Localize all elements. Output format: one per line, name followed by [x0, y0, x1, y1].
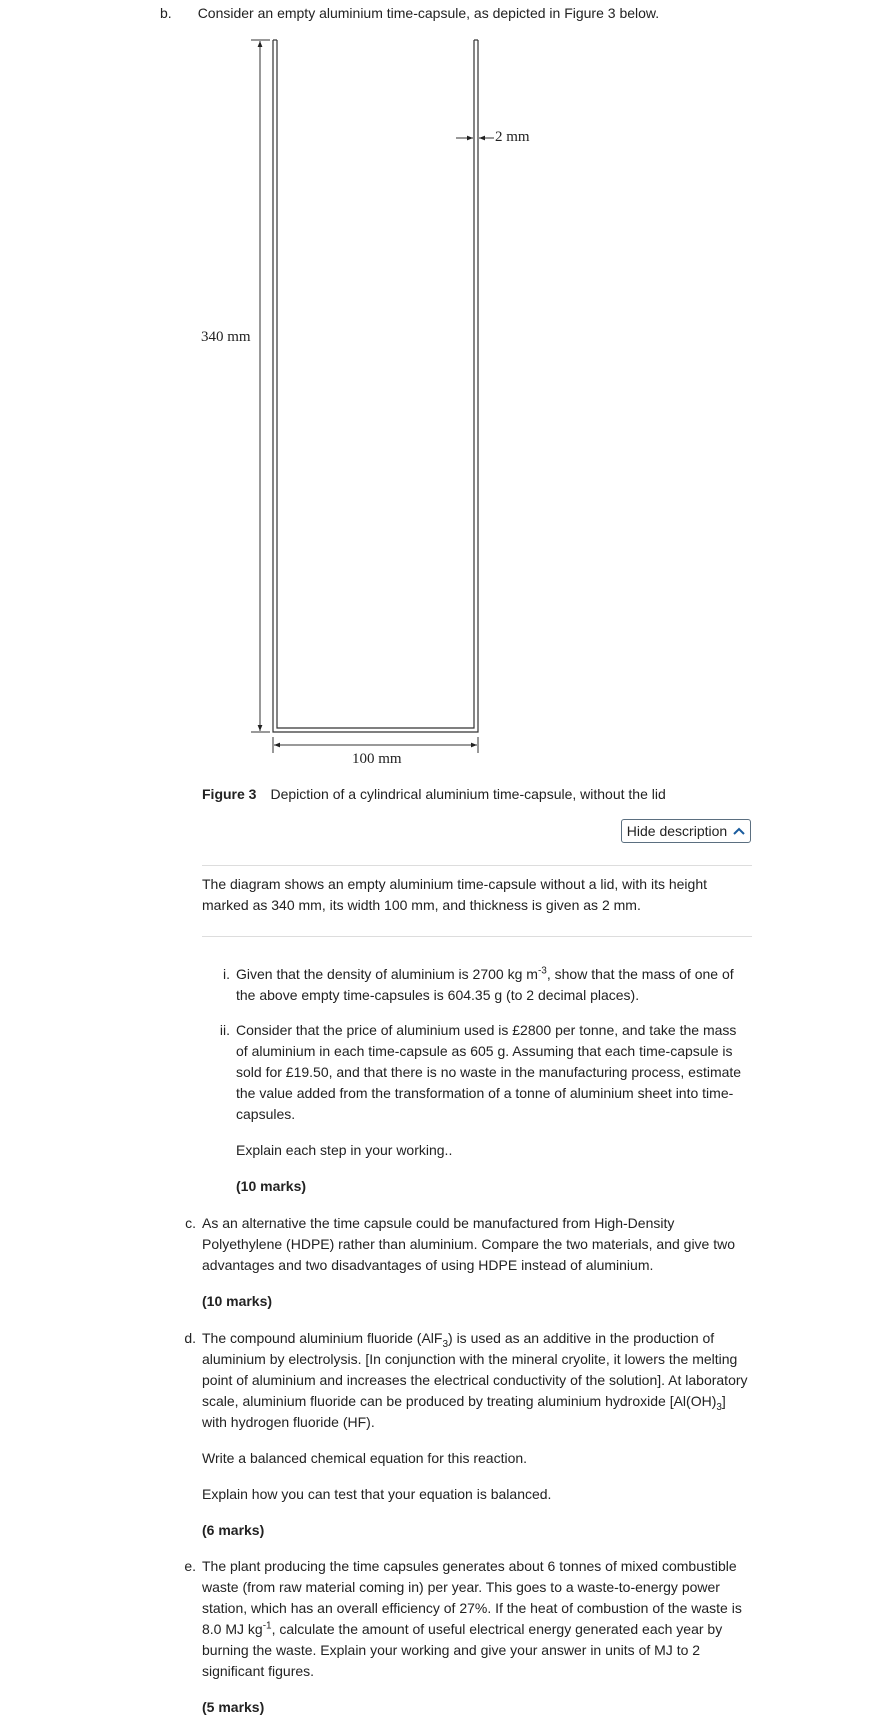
capsule-inner-wall [277, 40, 474, 728]
part-b-marker: b. [160, 5, 172, 21]
figure-3-diagram [0, 0, 895, 770]
subscript: 3 [442, 1338, 449, 1350]
figure-caption [202, 786, 666, 802]
question-b-ii [219, 1020, 742, 1197]
question-b-i-text: , show that the mass of one of [546, 966, 734, 982]
question-b-i-text: the above empty time-capsules is 604.35 g (to 2 decimal places). [236, 987, 640, 1003]
question-c-text: Polyethylene (HDPE) rather than aluminium. Compare the two materials, and give two [202, 1236, 736, 1252]
capsule-outer-wall [273, 40, 478, 732]
question-b-ii-text: the value added from the transformation of a tonne of aluminium sheet into time- [236, 1085, 734, 1101]
question-d-text: point of aluminium and increases the electrical conductivity of the solution]. At laboratory [202, 1372, 748, 1388]
superscript: -3 [537, 965, 547, 977]
question-c-marker: c. [185, 1215, 196, 1231]
question-d-explain: Explain how you can test that your equation is balanced. [202, 1486, 552, 1502]
question-e-text: 8.0 MJ kg [202, 1621, 263, 1637]
height-label: 340 mm [201, 329, 251, 345]
description-line: The diagram shows an empty aluminium time-capsule without a lid, with its height [202, 876, 708, 892]
figure-caption-text: Depiction of a cylindrical aluminium time-capsule, without the lid [270, 786, 666, 802]
question-d-text: ) is used as an additive in the production of [448, 1330, 715, 1346]
question-b-ii-text: Consider that the price of aluminium used is £2800 per tonne, and take the mass [236, 1022, 737, 1038]
question-e-text: The plant producing the time capsules generates about 6 tonnes of mixed combustible [202, 1558, 737, 1574]
thickness-label: 2 mm [495, 129, 530, 145]
question-c-marks: (10 marks) [202, 1293, 273, 1309]
question-c-text: As an alternative the time capsule could be manufactured from High-Density [202, 1215, 675, 1231]
question-c-text: advantages and two disadvantages of using HDPE instead of aluminium. [202, 1257, 654, 1273]
description-top-rule [202, 865, 752, 866]
question-d-marker: d. [184, 1330, 196, 1346]
question-d-text: with hydrogen fluoride (HF). [202, 1414, 375, 1430]
question-b-ii-marker: ii. [219, 1022, 230, 1038]
question-b-i-text: Given that the density of aluminium is 2700 kg m [236, 966, 538, 982]
question-b-ii-explain: Explain each step in your working.. [236, 1142, 453, 1158]
question-e-text: waste (from raw material coming in) per year. This goes to a waste-to-energy power [202, 1579, 720, 1595]
chevron-up-icon [733, 827, 745, 835]
question-e-marks: (5 marks) [202, 1699, 265, 1715]
question-e [184, 1556, 742, 1718]
figure-description [202, 874, 707, 916]
question-b-marks: (10 marks) [236, 1178, 307, 1194]
superscript: -1 [262, 1620, 272, 1632]
hide-description-label: Hide description [626, 823, 728, 839]
width-label: 100 mm [352, 751, 402, 767]
figure-caption-label: Figure 3 [202, 786, 257, 802]
description-bottom-rule [202, 936, 752, 937]
question-d [184, 1328, 748, 1541]
question-d-text: aluminium by electrolysis. [In conjunction with the mineral cryolite, it lowers the melting [202, 1351, 738, 1367]
question-d-text: The compound aluminium fluoride (AlF [202, 1330, 443, 1346]
question-b-ii-text: capsules. [236, 1106, 296, 1122]
part-b-intro-text: Consider an empty aluminium time-capsule, as depicted in Figure 3 below. [197, 5, 660, 21]
question-b-ii-text: sold for £19.50, and that there is no waste in the manufacturing process, estimate [236, 1064, 742, 1080]
question-e-text: , calculate the amount of useful electrical energy generated each year by [271, 1621, 723, 1637]
question-e-marker: e. [184, 1558, 196, 1574]
question-e-text: station, which has an overall efficiency of 27%. If the heat of combustion of the waste is [202, 1600, 742, 1616]
question-d-text: ] [721, 1393, 726, 1409]
question-d-text: scale, aluminium fluoride can be produced by treating aluminium hydroxide [Al(OH) [202, 1393, 717, 1409]
question-d-marks: (6 marks) [202, 1522, 265, 1538]
description-line: marked as 340 mm, its width 100 mm, and thickness is given as 2 mm. [202, 897, 641, 913]
hide-description-button[interactable] [621, 819, 751, 843]
question-b-i [223, 964, 734, 1006]
question-d-write: Write a balanced chemical equation for this reaction. [202, 1450, 528, 1466]
question-b-ii-text: of aluminium in each time-capsule as 605 g. Assuming that each time-capsule is [236, 1043, 733, 1059]
question-b-i-marker: i. [223, 966, 230, 982]
subscript: 3 [716, 1401, 722, 1413]
question-e-text: significant figures. [202, 1663, 315, 1679]
question-e-text: burning the waste. Explain your working and give your answer in units of MJ to 2 [202, 1642, 701, 1658]
question-c [185, 1213, 736, 1312]
